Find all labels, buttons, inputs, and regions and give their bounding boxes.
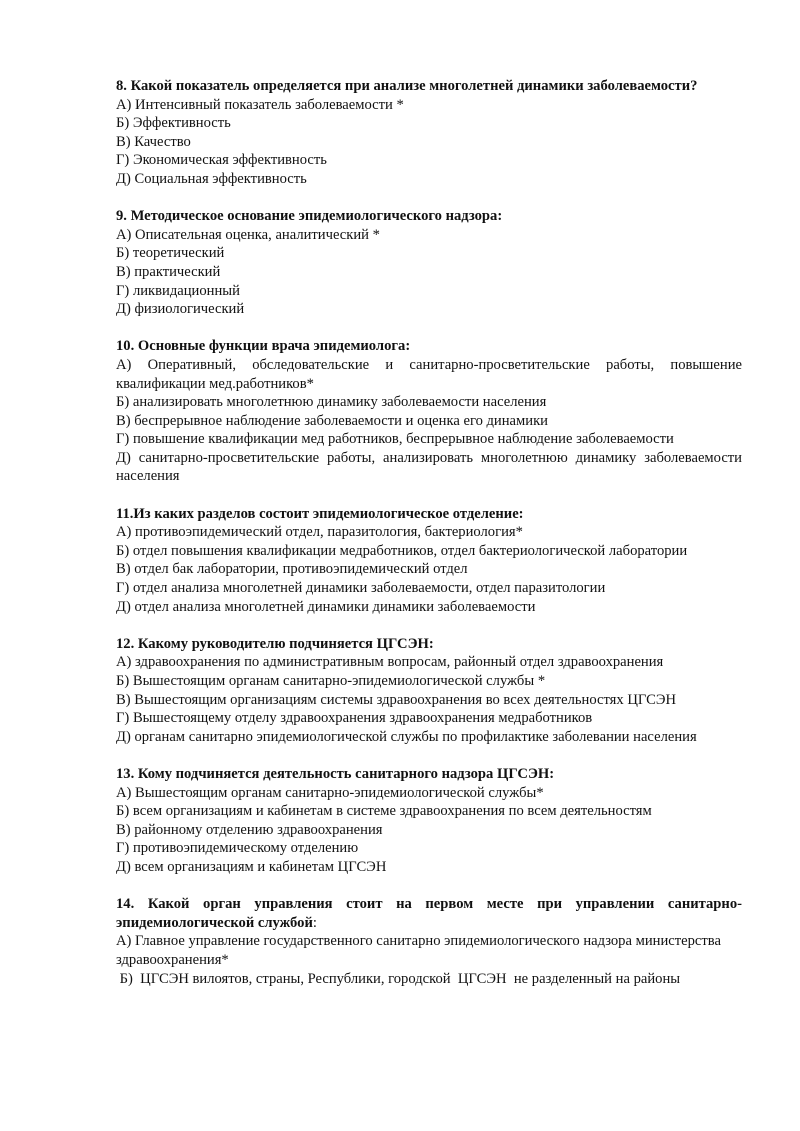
answer-option: Г) Вышестоящему отделу здравоохранения здравоохранения медработников — [116, 710, 593, 727]
answer-option: В) районному отделению здравоохранения — [116, 821, 383, 838]
answer-option: Б) теоретический — [116, 245, 225, 262]
answer-option: А) противоэпидемический отдел, паразитология, бактериология* — [116, 524, 523, 541]
question-title: 8. Какой показатель определяется при анализе многолетней динамики заболеваемости? — [116, 78, 698, 94]
question-10 — [116, 337, 742, 486]
question-title: 11.Из каких разделов состоит эпидемиологическое отделение: — [116, 505, 524, 522]
answer-option: Д) санитарно-просветительские работы, анализировать многолетнюю динамику заболеваемости населения — [116, 449, 742, 485]
question-title: 10. Основные функции врача эпидемиолога: — [116, 338, 411, 355]
answer-option: Б) всем организациям и кабинетам в системе здравоохранения по всем деятельностям — [116, 803, 652, 820]
answer-option: Б) Вышестоящим органам санитарно-эпидемиологической службы * — [116, 673, 546, 689]
answer-option: Д) Социальная эффективность — [116, 170, 307, 187]
question-13 — [116, 765, 742, 877]
answer-option: Г) отдел анализа многолетней динамики заболеваемости, отдел паразитологии — [116, 580, 606, 597]
answer-option: Б) ЦГСЭН вилоятов, страны, Республики, городской ЦГСЭН не разделенный на районы — [116, 970, 681, 987]
answer-option: Г) противоэпидемическому отделению — [116, 840, 359, 857]
question-title: 9. Методическое основание эпидемиологического надзора: — [116, 208, 503, 225]
answer-option: В) Вышестоящим организациям системы здравоохранения во всех деятельностях ЦГСЭН — [116, 691, 677, 708]
answer-option: А) Описательная оценка, аналитический * — [116, 226, 380, 243]
answer-option: А) Главное управление государственного санитарно эпидемиологического надзора министерства здравоохранения* — [116, 933, 721, 968]
question-title — [116, 895, 742, 932]
question-title: 13. Кому подчиняется деятельность санитарного надзора ЦГСЭН: — [116, 765, 555, 782]
question-9 — [116, 207, 742, 319]
question-11 — [116, 505, 742, 617]
answer-option: В) беспрерывное наблюдение заболеваемости и оценка его динамики — [116, 412, 548, 429]
question-title: 12. Какому руководителю подчиняется ЦГСЭН: — [116, 635, 434, 652]
question-8 — [116, 77, 742, 189]
answer-option: Д) всем организациям и кабинетам ЦГСЭН — [116, 858, 387, 875]
answer-option: А) Интенсивный показатель заболеваемости * — [116, 96, 404, 113]
answer-option: А) здравоохранения по административным вопросам, районный отдел здравоохранения — [116, 654, 664, 671]
answer-option: Г) повышение квалификации мед работников, беспрерывное наблюдение заболеваемости — [116, 431, 674, 448]
answer-option: В) отдел бак лаборатории, противоэпидемический отдел — [116, 561, 468, 578]
answer-option: Д) физиологический — [116, 301, 245, 318]
answer-option: А) Вышестоящим органам санитарно-эпидемиологической службы* — [116, 784, 544, 801]
answer-option: Д) отдел анализа многолетней динамики динамики заболеваемости — [116, 598, 536, 615]
question-14 — [116, 895, 742, 988]
answer-option: Б) отдел повышения квалификации медработников, отдел бактериологической лаборатории — [116, 542, 688, 559]
answer-option: В) Качество — [116, 133, 191, 150]
answer-option: Д) органам санитарно эпидемиологической службы по профилактике заболевании населения — [116, 728, 697, 745]
answer-option: Б) Эффективность — [116, 115, 231, 132]
answer-option: В) практический — [116, 263, 221, 280]
answer-option: Б) анализировать многолетнюю динамику заболеваемости населения — [116, 394, 547, 411]
answer-option: Г) ликвидационный — [116, 282, 240, 299]
answer-option: А) Оперативный, обследовательские и санитарно-просветительские работы, повышение квалификации мед.работников* — [116, 356, 742, 392]
answer-option: Г) Экономическая эффективность — [116, 152, 327, 169]
question-12 — [116, 635, 742, 747]
question-title-text: 14. Какой орган управления стоит на первом месте при управлении санитарно-эпидемиологической службой — [116, 896, 742, 931]
question-title-colon: : — [312, 914, 317, 931]
